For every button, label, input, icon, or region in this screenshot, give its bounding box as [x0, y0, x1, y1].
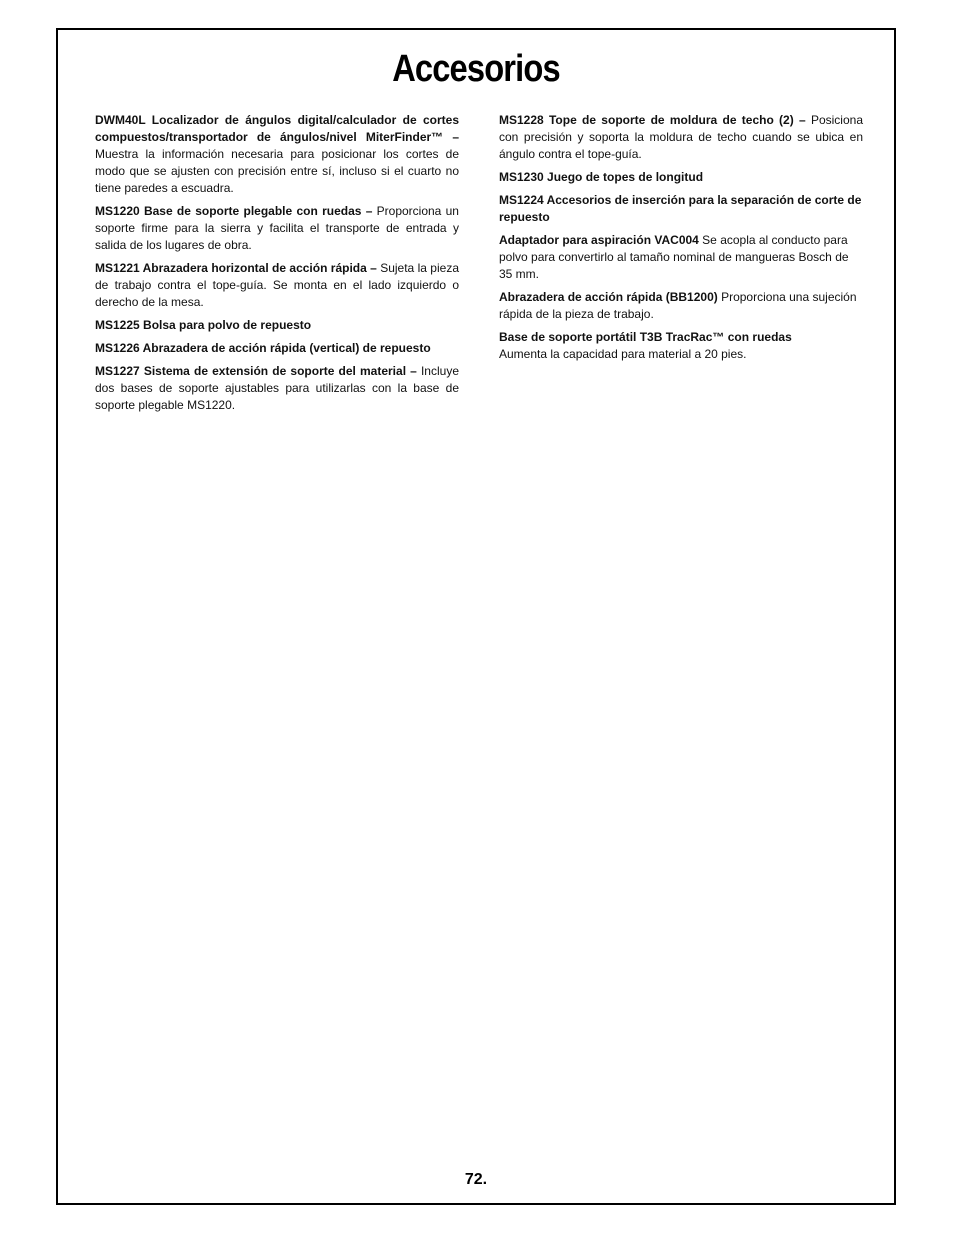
item-name: MS1225 Bolsa para polvo de repuesto	[95, 318, 312, 332]
item-description: Sujeta la pieza de trabajo contra el tope-guía. Se monta en el lado izquierdo o derecho de la mesa.	[95, 261, 459, 309]
accessory-item	[499, 192, 863, 226]
right-column	[499, 112, 863, 369]
accessory-item	[499, 112, 863, 163]
item-name: MS1224 Accesorios de inserción para la separación de corte de repuesto	[499, 193, 862, 224]
accessory-item	[499, 329, 863, 363]
item-description: Proporciona un soporte firme para la sierra y facilita el transporte de entrada y salida de los lugares de obra.	[95, 204, 459, 252]
item-name: MS1228 Tope de soporte de moldura de techo (2) –	[499, 113, 806, 127]
item-description: Incluye dos bases de soporte ajustables para utilizarlas con la base de soporte plegable MS1220.	[95, 364, 459, 412]
item-description: Aumenta la capacidad para material a 20 pies.	[499, 347, 747, 361]
accessory-item	[95, 260, 459, 311]
page-frame	[56, 28, 896, 1205]
left-column	[95, 112, 459, 420]
item-name: MS1227 Sistema de extensión de soporte del material –	[95, 364, 417, 378]
page-number: 72.	[464, 1171, 488, 1188]
item-description: Proporciona una sujeción rápida de la pieza de trabajo.	[499, 290, 857, 321]
accessory-item	[95, 340, 459, 357]
item-description: Se acopla al conducto para polvo para convertirlo al tamaño nominal de mangueras Bosch de 35 mm.	[499, 233, 849, 281]
item-name: Adaptador para aspiración VAC004	[499, 233, 699, 247]
item-name: MS1220 Base de soporte plegable con ruedas –	[95, 204, 373, 218]
accessory-item	[95, 112, 459, 197]
accessory-item	[95, 363, 459, 414]
item-name: MS1221 Abrazadera horizontal de acción rápida –	[95, 261, 377, 275]
item-name: MS1230 Juego de topes de longitud	[499, 170, 704, 184]
page-title: Accesorios	[392, 48, 560, 90]
accessory-item	[95, 203, 459, 254]
accessory-item	[499, 289, 863, 323]
item-name: MS1226 Abrazadera de acción rápida (vertical) de repuesto	[95, 341, 431, 355]
item-name: Abrazadera de acción rápida (BB1200)	[499, 290, 718, 304]
accessory-item	[499, 232, 863, 283]
item-description: Posiciona con precisión y soporta la moldura de techo cuando se ubica en ángulo contra el tope-guía.	[499, 113, 863, 161]
accessory-item	[499, 169, 863, 186]
item-name: Base de soporte portátil T3B TracRac™ con ruedas	[499, 330, 792, 344]
item-description: Muestra la información necesaria para posicionar los cortes de modo que se ajusten con precisión entre sí, incluso si el cuarto no tiene paredes a escuadra.	[95, 147, 459, 195]
accessory-item	[95, 317, 459, 334]
item-name: DWM40L Localizador de ángulos digital/calculador de cortes compuestos/transportador de ángulos/nivel MiterFinder™ –	[95, 113, 459, 144]
